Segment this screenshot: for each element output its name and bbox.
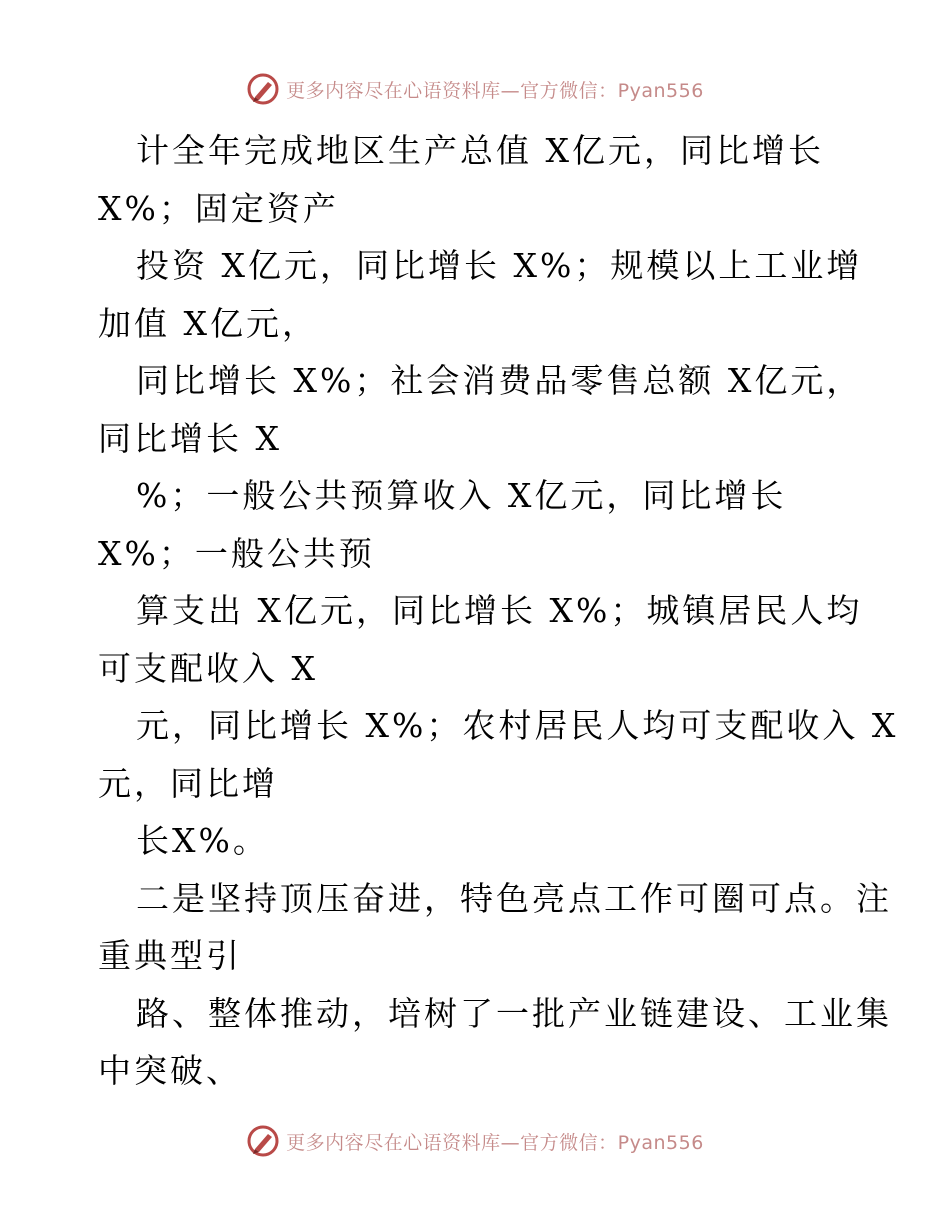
text-line: 可支配收入 X bbox=[98, 648, 318, 688]
text-line: X%；固定资产 bbox=[98, 188, 339, 228]
text-line: 中突破、 bbox=[98, 1051, 242, 1090]
watermark-text: 更多内容尽在心语资料库—官方微信：Pyan556 bbox=[286, 79, 704, 102]
watermark-text: 更多内容尽在心语资料库—官方微信：Pyan556 bbox=[286, 1131, 704, 1154]
text-line: 路、整体推动，培树了一批产业链建设、工业集 bbox=[136, 993, 892, 1033]
text-line: 同比增长 X%；社会消费品零售总额 X亿元， bbox=[136, 361, 863, 400]
text-line: 计全年完成地区生产总值 X亿元，同比增长 bbox=[136, 131, 824, 170]
text-line: 元，同比增 bbox=[98, 763, 278, 803]
text-line: 长X%。 bbox=[136, 821, 269, 860]
pen-logo-icon bbox=[246, 72, 280, 106]
text-line: 二是坚持顶压奋进，特色亮点工作可圈可点。注 bbox=[136, 878, 892, 918]
text-line: 加值 X亿元， bbox=[98, 303, 318, 343]
text-line: 同比增长 X bbox=[98, 418, 282, 458]
text-line: 元，同比增长 X%；农村居民人均可支配收入 X bbox=[136, 706, 899, 745]
text-line: X%；一般公共预 bbox=[98, 533, 375, 573]
text-line: 重典型引 bbox=[98, 936, 242, 975]
footer-watermark bbox=[0, 1124, 950, 1158]
pen-logo-icon bbox=[246, 1124, 280, 1158]
header-watermark bbox=[0, 72, 950, 106]
text-line: 投资 X亿元，同比增长 X%；规模以上工业增 bbox=[136, 246, 863, 285]
text-line: %；一般公共预算收入 X亿元，同比增长 bbox=[136, 476, 787, 515]
document-body bbox=[98, 122, 899, 1100]
text-line: 算支出 X亿元，同比增长 X%；城镇居民人均 bbox=[136, 591, 863, 630]
